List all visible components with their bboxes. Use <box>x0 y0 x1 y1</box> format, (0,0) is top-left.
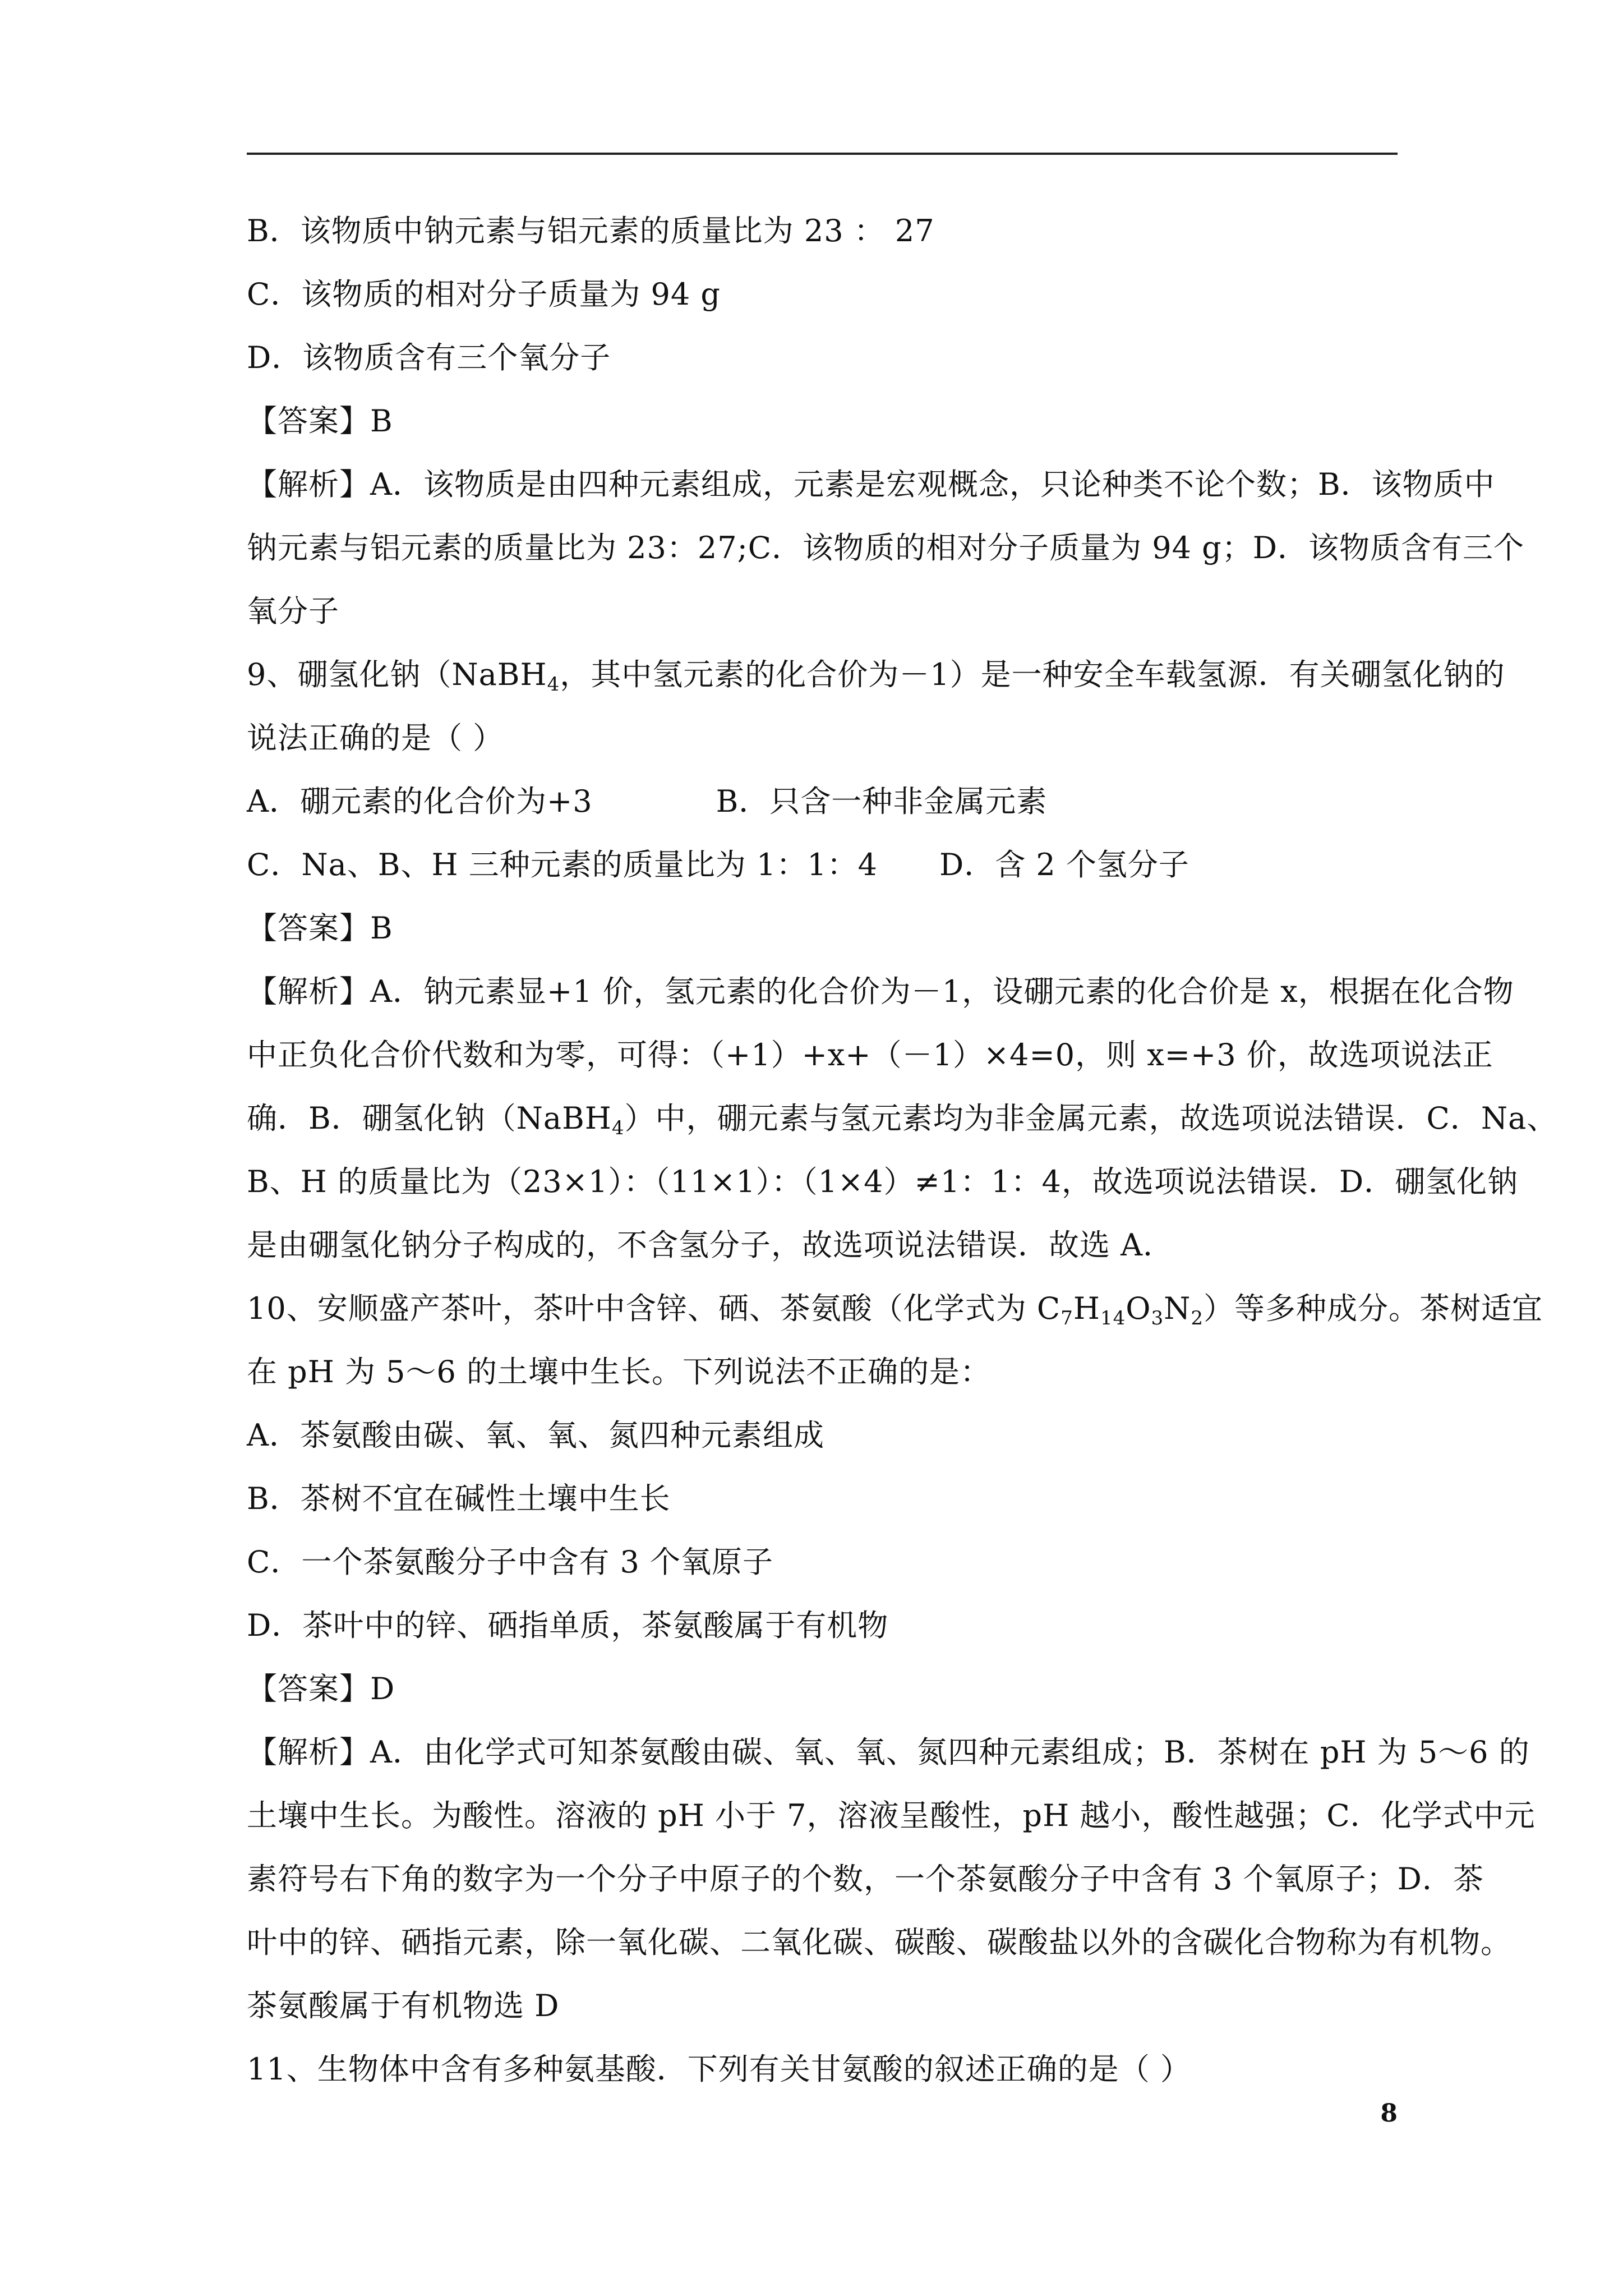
q9-analysis-line-4: B、H 的质量比为（23×1）：（11×1）：（1×4）≠1：1：4，故选项说法错误．D．硼氢化钠 <box>247 1164 1519 1199</box>
q10-analysis-line-5: 茶氨酸属于有机物选 D <box>247 1988 560 2023</box>
q10-stem-line-1 <box>247 1286 1543 1331</box>
q10-stem-part-2: ）等多种成分。茶树适宜 <box>1204 1291 1543 1326</box>
q9-stem-part-2: ，其中氢元素的化合价为－1）是一种安全车载氢源．有关硼氢化钠的 <box>560 657 1505 692</box>
q9-analysis-line-2: 中正负化合价代数和为零，可得：（+1）+x+（－1）×4=0，则 x=+3 价，故选项说法正 <box>247 1037 1493 1073</box>
page-number: 8 <box>1380 2099 1398 2128</box>
q9-analysis-line-1: 【解析】A．钠元素显+1 价，氢元素的化合价为－1，设硼元素的化合价是 x，根据在化合物 <box>247 974 1514 1009</box>
q10-stem-part-1: 10、安顺盛产茶叶，茶叶中含锌、硒、茶氨酸（化学式为 C <box>247 1291 1061 1326</box>
q9-options-ab <box>247 779 1398 824</box>
q9-option-d: D．含 2 个氢分子 <box>939 847 1189 882</box>
q10-option-d: D．茶叶中的锌、硒指单质，茶氨酸属于有机物 <box>247 1608 889 1643</box>
q8-option-c: C．该物质的相对分子质量为 94 g <box>247 277 721 312</box>
q10-option-a: A．茶氨酸由碳、氧、氧、氮四种元素组成 <box>247 1418 824 1453</box>
q9-option-a: A．硼元素的化合价为+3 <box>247 784 593 819</box>
formula-element: H <box>1073 1291 1100 1326</box>
q10-stem-line-2: 在 pH 为 5～6 的土壤中生长。下列说法不正确的是： <box>247 1354 992 1389</box>
q10-analysis-line-3: 素符号右下角的数字为一个分子中原子的个数，一个茶氨酸分子中含有 3 个氧原子；D．茶 <box>247 1861 1484 1897</box>
q10-option-b: B．茶树不宜在碱性土壤中生长 <box>247 1481 671 1516</box>
q10-analysis-line-4: 叶中的锌、硒指元素，除一氧化碳、二氧化碳、碳酸、碳酸盐以外的含碳化合物称为有机物。 <box>247 1925 1511 1960</box>
q9-analysis-line-5: 是由硼氢化钠分子构成的，不含氢分子，故选项说法错误．故选 A． <box>247 1227 1174 1263</box>
q8-option-d: D．该物质含有三个氧分子 <box>247 340 611 375</box>
formula-subscript: 3 <box>1151 1307 1164 1329</box>
q9-analysis-part-1: 确．B．硼氢化钠（NaBH <box>247 1101 612 1136</box>
formula-element: N <box>1164 1291 1191 1326</box>
q10-analysis-line-2: 土壤中生长。为酸性。溶液的 pH 小于 7，溶液呈酸性，pH 越小，酸性越强；C．化学式中元 <box>247 1798 1536 1833</box>
q9-stem-subscript: 4 <box>547 673 560 696</box>
q8-option-b: B．该物质中钠元素与铝元素的质量比为 23 ： 27 <box>247 213 935 249</box>
formula-subscript: 14 <box>1100 1307 1126 1329</box>
q9-options-cd <box>247 843 1398 887</box>
q10-option-c: C．一个茶氨酸分子中含有 3 个氧原子 <box>247 1544 774 1580</box>
q10-analysis-line-1: 【解析】A．由化学式可知茶氨酸由碳、氧、氧、氮四种元素组成；B．茶树在 pH 为 5～6 的 <box>247 1734 1530 1770</box>
q9-analysis-part-2: ）中，硼元素与氢元素均为非金属元素，故选项说法错误．C．Na、 <box>624 1101 1558 1136</box>
q9-stem-line-2: 说法正确的是（ ） <box>247 720 504 756</box>
formula-element: O <box>1126 1291 1151 1326</box>
formula-subscript: 2 <box>1191 1307 1204 1329</box>
q9-option-b: B．只含一种非金属元素 <box>716 784 1048 819</box>
q8-analysis-line-2: 钠元素与铝元素的质量比为 23：27;C．该物质的相对分子质量为 94 g；D．该物质含有三个 <box>247 530 1525 565</box>
q9-answer: 【答案】B <box>247 910 393 946</box>
formula-subscript: 7 <box>1061 1307 1073 1329</box>
q10-answer: 【答案】D <box>247 1671 395 1706</box>
q8-analysis-line-1: 【解析】A．该物质是由四种元素组成，元素是宏观概念，只论种类不论个数；B．该物质中 <box>247 467 1495 502</box>
q9-stem-line-1 <box>247 652 1505 697</box>
q9-stem-part-1: 9、硼氢化钠（NaBH <box>247 657 547 692</box>
q8-answer: 【答案】B <box>247 403 393 439</box>
q9-analysis-subscript: 4 <box>611 1117 625 1139</box>
q9-analysis-line-3 <box>247 1096 1558 1141</box>
q11-stem-line-1: 11、生物体中含有多种氨基酸．下列有关甘氨酸的叙述正确的是（ ） <box>247 2051 1191 2087</box>
q8-analysis-line-3: 氧分子 <box>247 593 339 629</box>
header-rule <box>247 153 1398 155</box>
q9-option-c: C．Na、B、H 三种元素的质量比为 1：1：4 <box>247 847 878 882</box>
